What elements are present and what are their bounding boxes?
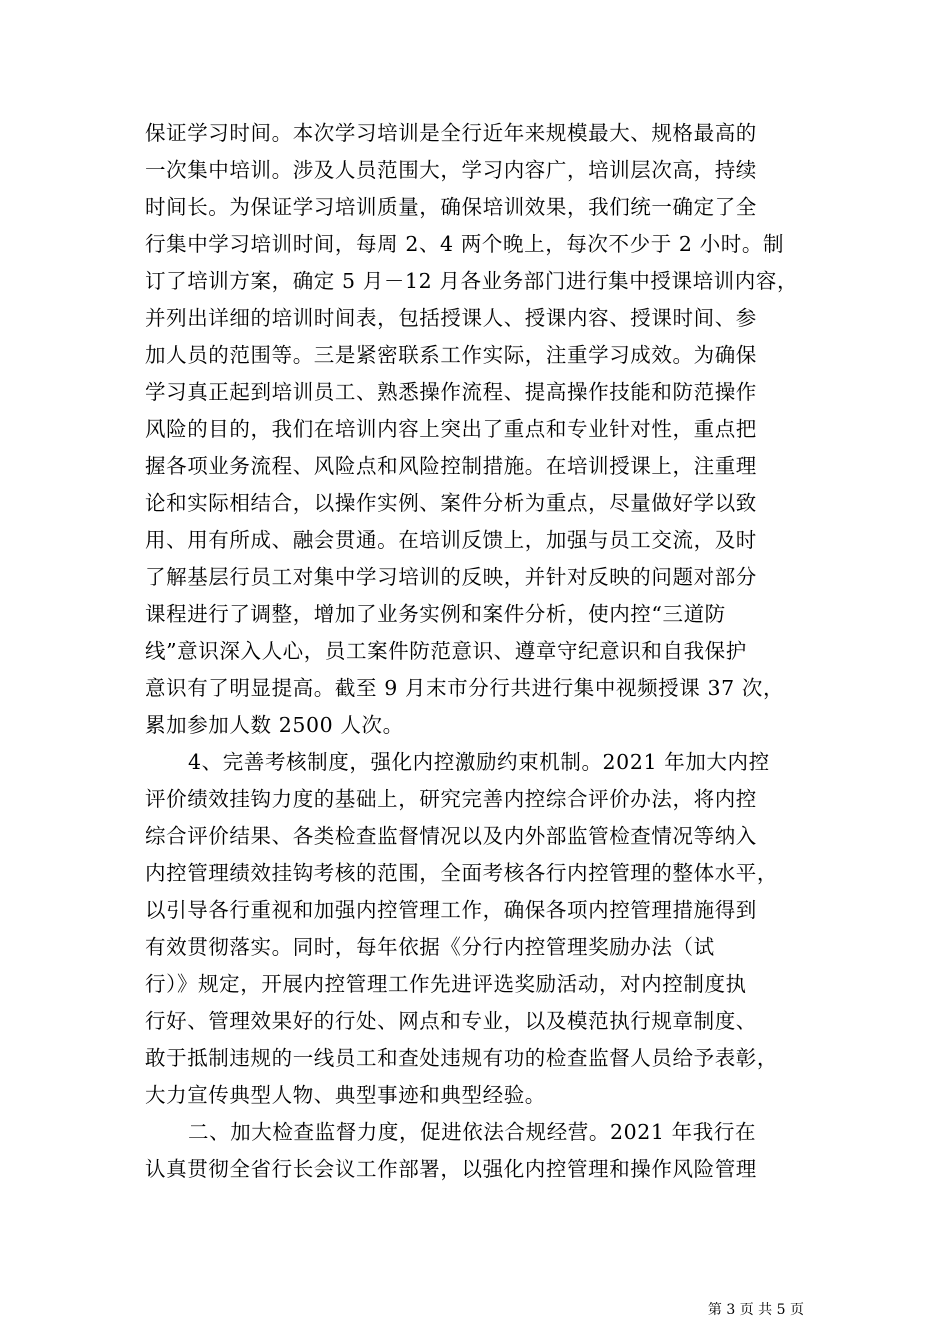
text-line: 用、用有所成、融会贯通。在培训反馈上，加强与员工交流，及时 — [145, 528, 757, 552]
text-line: 累加参加人数 2500 人次。 — [145, 713, 404, 737]
text-line: 订了培训方案，确定 5 月－12 月各业务部门进行集中授课培训内容， — [145, 269, 799, 293]
paragraph-start-line: 4、完善考核制度，强化内控激励约束机制。2021 年加大内控 — [188, 750, 770, 774]
text-line: 敢于抵制违规的一线员工和查处违规有功的检查监督人员给予表彰， — [145, 1046, 778, 1070]
text-line: 并列出详细的培训时间表，包括授课人、授课内容、授课时间、参 — [145, 306, 757, 330]
text-line: 有效贯彻落实。同时，每年依据《分行内控管理奖励办法（试 — [145, 935, 715, 959]
text-line: 综合评价结果、各类检查监督情况以及内外部监管检查情况等纳入 — [145, 824, 757, 848]
text-line: 风险的目的，我们在培训内容上突出了重点和专业针对性，重点把 — [145, 417, 757, 441]
text-line: 论和实际相结合，以操作实例、案件分析为重点，尽量做好学以致 — [145, 491, 757, 515]
text-line: 意识有了明显提高。截至 9 月末市分行共进行集中视频授课 37 次， — [145, 676, 785, 700]
text-line: 行）》规定，开展内控管理工作先进评选奖励活动，对内控制度执 — [145, 972, 747, 996]
paragraph-start-line: 二、加大检查监督力度，促进依法合规经营。2021 年我行在 — [188, 1120, 757, 1144]
text-line: 学习真正起到培训员工、熟悉操作流程、提高操作技能和防范操作 — [145, 380, 757, 404]
text-line: 行好、管理效果好的行处、网点和专业，以及模范执行规章制度、 — [145, 1009, 757, 1033]
text-line: 一次集中培训。涉及人员范围大，学习内容广，培训层次高，持续 — [145, 158, 757, 182]
text-line: 时间长。为保证学习培训质量，确保培训效果，我们统一确定了全 — [145, 195, 757, 219]
text-line: 加人员的范围等。三是紧密联系工作实际，注重学习成效。为确保 — [145, 343, 757, 367]
text-line: 评价绩效挂钩力度的基础上，研究完善内控综合评价办法，将内控 — [145, 787, 757, 811]
text-line: 认真贯彻全省行长会议工作部署，以强化内控管理和操作风险管理 — [145, 1157, 757, 1181]
text-line: 线”意识深入人心，员工案件防范意识、遵章守纪意识和自我保护 — [145, 639, 747, 663]
text-line: 保证学习时间。本次学习培训是全行近年来规模最大、规格最高的 — [145, 121, 757, 145]
text-line: 以引导各行重视和加强内控管理工作，确保各项内控管理措施得到 — [145, 898, 757, 922]
text-line: 握各项业务流程、风险点和风险控制措施。在培训授课上，注重理 — [145, 454, 757, 478]
text-line: 大力宣传典型人物、典型事迹和典型经验。 — [145, 1083, 546, 1107]
text-line: 内控管理绩效挂钩考核的范围，全面考核各行内控管理的整体水平， — [145, 861, 778, 885]
text-line: 课程进行了调整，增加了业务实例和案件分析，使内控“三道防 — [145, 602, 726, 626]
page-number: 第 3 页 共 5 页 — [707, 1302, 804, 1318]
text-line: 了解基层行员工对集中学习培训的反映，并针对反映的问题对部分 — [145, 565, 757, 589]
text-line: 行集中学习培训时间，每周 2、4 两个晚上，每次不少于 2 小时。制 — [145, 232, 785, 256]
